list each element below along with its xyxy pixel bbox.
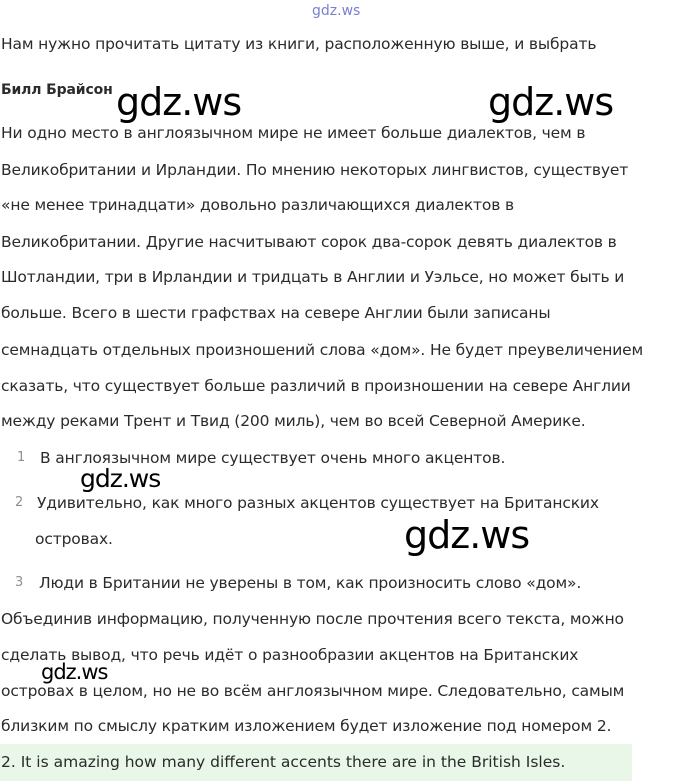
intro-text: Нам нужно прочитать цитату из книги, расположенную выше, и выбрать	[1, 35, 597, 53]
watermark: gdz.ws	[41, 660, 108, 684]
conclusion-line: сделать вывод, что речь идёт о разнообразии акцентов на Британских	[1, 646, 579, 664]
quote-line: Великобритании и Ирландии. По мнению некоторых лингвистов, существует	[1, 161, 629, 179]
option-text: В англоязычном мире существует очень много акцентов.	[40, 449, 506, 467]
option-text: Люди в Британии не уверены в том, как произносить слово «дом».	[39, 574, 582, 592]
watermark: gdz.ws	[80, 464, 161, 493]
quote-line: Ни одно место в англоязычном мире не имеет больше диалектов, чем в	[1, 124, 586, 142]
quote-line: «не менее тринадцати» довольно различающихся диалектов в	[1, 196, 514, 214]
quote-line: Шотландии, три в Ирландии и тридцать в Англии и Уэльсе, но может быть и	[1, 268, 625, 286]
option-number: 2	[15, 495, 24, 510]
quote-line: Великобритании. Другие насчитывают сорок два-сорок девять диалектов в	[1, 233, 617, 251]
quote-line: сказать, что существует больше различий в произношении на севере Англии	[1, 377, 631, 395]
watermark-top: gdz.ws	[312, 3, 361, 19]
quote-line: между реками Трент и Твид (200 миль), чем во всей Северной Америке.	[1, 412, 586, 430]
option-number: 1	[17, 450, 26, 465]
watermark: gdz.ws	[488, 80, 614, 124]
answer-text: 2. It is amazing how many different accents there are in the British Isles.	[1, 753, 566, 771]
author-name: Билл Брайсон	[1, 82, 113, 98]
conclusion-line: островах в целом, но не во всём англоязычном мире. Следовательно, самым	[1, 682, 625, 700]
option-text: Удивительно, как много разных акцентов существует на Британских	[37, 494, 599, 512]
option-text-continued: островах.	[35, 530, 113, 548]
option-number: 3	[15, 575, 24, 590]
conclusion-line: Объединив информацию, полученную после прочтения всего текста, можно	[1, 610, 624, 628]
answer-highlight	[0, 744, 632, 781]
conclusion-line: близким по смыслу кратким изложением будет изложение под номером 2.	[1, 717, 612, 735]
quote-line: больше. Всего в шести графствах на севере Англии были записаны	[1, 304, 551, 322]
quote-line: семнадцать отдельных произношений слова «дом». Не будет преувеличением	[1, 341, 644, 359]
watermark: gdz.ws	[116, 80, 242, 124]
watermark: gdz.ws	[404, 513, 530, 557]
